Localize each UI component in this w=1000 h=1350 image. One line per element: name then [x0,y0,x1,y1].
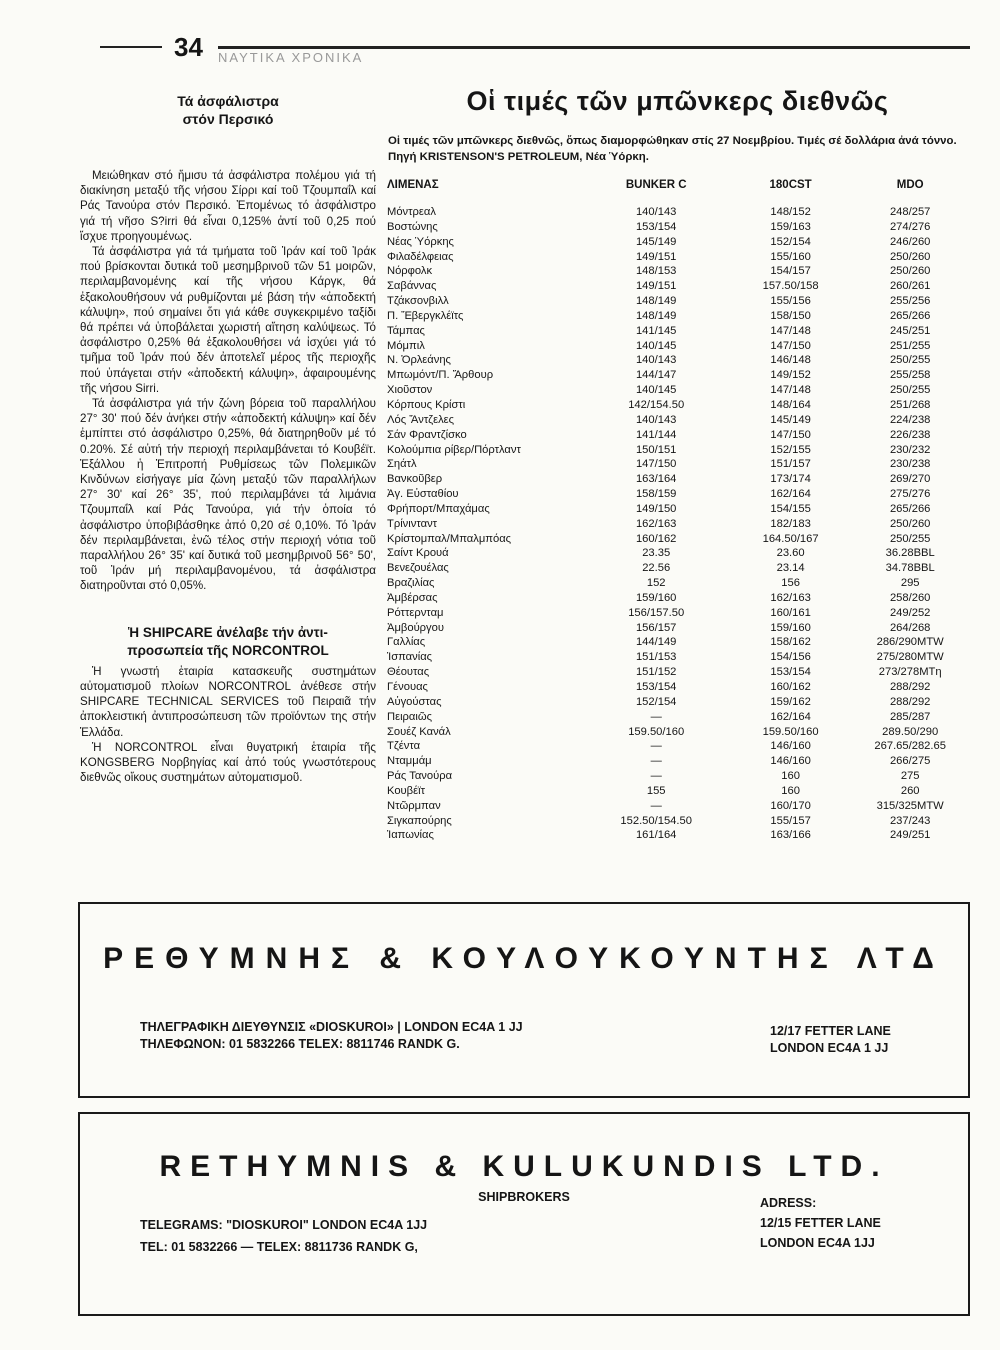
table-row [385,383,970,398]
port-cell: Νταμμάμ [387,755,432,768]
bunker-c-cell: 140/143 [635,354,677,367]
port-cell: Ρόττερνταμ [387,606,444,619]
mdo-cell: 260 [900,784,920,797]
port-cell: Ν. Ὀρλεάνης [387,354,451,367]
mdo-cell: 265/266 [889,309,931,322]
port-cell: Μόμπιλ [387,339,425,352]
bunker-c-cell: 155 [646,784,666,797]
mdo-cell: 274/276 [889,220,931,233]
bunker-c-cell: 153/154 [635,681,677,693]
port-cell: Γαλλίας [387,636,426,649]
mdo-cell: 260/261 [889,280,931,293]
mdo-cell: 275 [900,770,920,783]
port-cell: Λός Ἄντζελες [387,413,455,426]
bunker-c-cell: — [650,755,662,768]
prices-subtitle: Οἱ τιμές τῶν μπῶνκερς διεθνῶς, ὅπως διαμορφώθηκαν στίς 27 Νοεμβρίου. Τιμές σέ δολλάρια ἀνά τόννο. Πηγή KRISTENSON'S PETROLEUM, Νέα Ὑόρκη. [388,135,957,163]
cst180-cell: 149/152 [770,369,811,382]
bunker-c-cell: 149/151 [635,280,677,293]
bunker-c-cell: 151/152 [635,666,677,679]
table-row [385,546,970,561]
article1-title-line2: στόν Περσικό [182,111,274,127]
port-cell: Σαίντ Κρουά [387,547,449,560]
prices-table-body [385,205,970,843]
cst180-cell: 163/166 [770,829,811,842]
bunker-c-cell: 23.35 [642,547,671,560]
table-header-row [385,179,970,205]
mdo-cell: 249/251 [889,829,931,842]
table-row [385,279,970,294]
table-row [385,769,970,784]
table-row [385,650,970,665]
bunker-c-cell: 152 [646,577,666,590]
column-header-180cst: 180CST [769,179,812,191]
article2-paragraph: Ἡ NORCONTROL εἶναι θυγατρική ἑταιρία τῆς KONGSBERG Νορβηγίας καί ἀπό τούς γνωστότερους διεθνῶς οἴκους συστημάτων αὐτοματισμοῦ. [80,740,376,785]
bunker-c-cell: 153/154 [635,220,677,233]
cst180-cell: 154/156 [770,651,811,664]
table-row [385,591,970,606]
cst180-cell: 164.50/167 [762,532,819,545]
mdo-cell: 250/260 [889,265,931,278]
article2-paragraph: Ἡ γνωστή ἑταιρία κατασκευῆς συστημάτων αὐτοματισμοῦ πλοίων NORCONTROL ἀνέθεσε στήν SHIPCARE TECHNICAL SERVICES τοῦ Πειραιᾶ τήν ἀποκλειστική ἀντιπροσώπευση τῶν προϊόντων της στήν Ἑλλάδα. [80,664,376,739]
article1-paragraph: Τά ἀσφάλιστρα γιά τήν ζώνη βόρεια τοῦ παραλλήλου 27° 30' πού δέν ἀνήκει στήν «ἀποδεκτή κάλυψη» καί δέν ἐμπίπτει στό ἀσφάλιστρο 0,25%, θά διατηρηθοῦν μέ τό 0.20%. Σέ αὐτή τήν περιοχή περιλαμβάνεται τό Κουβέϊτ. Ἐξάλλου ἡ Ἐπιτροπή Ρυθμίσεως τῶν Πολεμικῶν Κινδύνων εἰσήγαγε μία ζώνη μεταξύ τῶν παραλλήλων 27° 30' καί 26° 35', πού περιλαμβάνει τά λιμάνια Τζουμπαΐλ καί Ράς Τανούρα, γιά τήν ὁποία τό ἀσφάλιστρο ὑποβιβάσθηκε ἀπό 0,20 σέ 0,10%. Τό Ἰράν δέν περιλαμβάνεται, ἐνῶ τέλος στήν περιοχή νότια τοῦ παραλλήλου 26° 35' καί δυτικά τοῦ μεσημβρινοῦ 56° 50', τοῦ Ἰράν μή περιλαμβανομένου, τά ἀσφάλιστρα διατηροῦνται στό 0,05%. [80,397,376,593]
cst180-cell: 162/163 [770,591,811,604]
bunker-c-cell: 141/145 [635,324,677,337]
ad1-address-line2: LONDON EC4A 1 JJ [770,1041,889,1055]
cst180-cell: 159/162 [770,695,811,708]
mdo-cell: 250/260 [889,250,931,263]
mdo-cell: 248/257 [889,206,931,218]
port-cell: Βενεζουέλας [387,562,449,575]
mdo-cell: 230/238 [889,458,931,471]
ad2-address-line2: LONDON EC4A 1JJ [760,1236,875,1250]
mdo-cell: 267.65/282.65 [874,740,946,753]
article1-paragraph: Τά ἀσφάλιστρα γιά τά τμήματα τοῦ Ἰράν καί τοῦ Ἰράκ πού βρίσκονται δυτικά τοῦ μεσημβρινοῦ τῶν 51 μοιρῶν, περιλαμβανομένης καί τῆς νήσου Κάργκ, θά ἐξακολουθήσουν νά ρυθμίζονται μέ βάση τήν «ἀποδεκτή κάλυψη», πού σημαίνει ὅτι γιά κάθε συγκεκριμένο ταξίδι θά πρέπει νά ὑποβάλεται χωριστή αἴτηση καλύψεως. Τό ἀσφάλιστρο 0,25% θά ἐξακολουθήσει νά ἰσχύει γιά τό τμῆμα τοῦ Ἰράν πού δέν ἀποτελεῖ μέρος τῆς περιοχῆς πού ὑπάγεται στήν «ἀποδεκτή κάλυψη», ἀφαιρουμένης τῆς νήσου Sirri. [80,245,376,395]
port-cell: Κουβέϊτ [387,784,425,797]
bunker-c-cell: 152/154 [635,695,677,708]
port-cell: Φιλαδέλφειας [387,250,454,263]
bunker-c-cell: 141/144 [635,428,677,441]
mdo-cell: 36.28BBL [885,547,935,560]
mdo-cell: 264/268 [889,621,931,634]
table-row [385,309,970,324]
mdo-cell: 258/260 [889,591,931,604]
port-cell: Βραζιλίας [387,577,435,590]
cst180-cell: 162/164 [770,488,811,501]
table-row [385,220,970,235]
cst180-cell: 148/152 [770,206,811,218]
ad2-tel-telex: TEL: 01 5832266 — TELEX: 8811736 RANDK G, [140,1240,418,1254]
article2-title-line1: Ἡ SHIPCARE ἀνέλαβε τήν ἀντι- [128,624,328,640]
mdo-cell: 288/292 [889,681,931,693]
mdo-cell: 237/243 [889,814,931,827]
bunker-c-cell: 159/160 [635,591,677,604]
port-cell: Τάμπας [387,324,425,337]
table-row [385,235,970,250]
left-column [80,92,376,785]
mdo-cell: 273/278MTη [878,666,942,679]
port-cell: Τζέντα [387,740,421,753]
table-row [385,339,970,354]
mdo-cell: 266/275 [889,755,931,768]
cst180-cell: 162/164 [770,710,811,723]
bunker-c-cell: 162/163 [635,517,677,530]
cst180-cell: 23.14 [776,562,805,575]
table-row [385,725,970,740]
cst180-cell: 160 [781,784,800,797]
publication-name: ΝΑΥΤΙΚΑ ΧΡΟΝΙΚΑ [218,50,364,65]
bunker-c-cell: 149/151 [635,250,677,263]
mdo-cell: 265/266 [889,502,931,515]
table-row [385,710,970,725]
cst180-cell: 159/163 [770,220,811,233]
advertisement-greek [78,902,970,1098]
cst180-cell: 159.50/160 [762,725,819,738]
bunker-c-cell: 145/149 [635,235,677,248]
port-cell: Ἰαπωνίας [387,829,434,842]
table-row [385,472,970,487]
bunker-c-cell: 140/145 [635,339,677,352]
mdo-cell: 249/252 [889,606,931,619]
port-cell: Σαβάννας [387,280,437,293]
port-cell: Σιγκαπούρης [387,814,452,827]
table-row [385,428,970,443]
mdo-cell: 246/260 [889,235,931,248]
table-row [385,398,970,413]
port-cell: Νέας Ὑόρκης [387,235,454,248]
mdo-cell: 226/238 [889,428,931,441]
cst180-cell: 152/155 [770,443,811,456]
port-cell: Βοστώνης [387,220,438,233]
bunker-prices-section [385,86,970,843]
article1-paragraph: Μειώθηκαν στό ἥμισυ τά ἀσφάλιστρα πολέμου γιά τή διακίνηση μεταξύ τῆς νήσου Σίρρι καί τοῦ Τζουμπαΐλ καί Ράς Τανούρα στόν Περσικό. Ἐπομένως τό ἀσφάλιστρο γιά τή νῆσο S?irri θά εἶναι 0,125% ἀντί τοῦ 0,25 πού ἴσχυε προηγουμένως. [80,169,376,243]
table-row [385,294,970,309]
bunker-c-cell: — [650,740,662,753]
ad1-telegraphic-address: ΤΗΛΕΓΡΑΦΙΚΗ ΔΙΕΥΘΥΝΣΙΣ «DIOSKUROI» | LONDON EC4A 1 JJ [140,1020,523,1034]
cst180-cell: 159/160 [770,621,811,634]
table-row [385,784,970,799]
bunker-c-cell: 142/154.50 [628,398,685,411]
port-cell: Φρήπορτ/Μπαχάμας [387,502,490,515]
ad2-adress-label: ADRESS: [760,1196,817,1210]
mdo-cell: 230/232 [889,443,931,456]
table-row [385,532,970,547]
cst180-cell: 146/160 [770,755,811,768]
table-row [385,635,970,650]
bunker-c-cell: — [650,799,662,812]
table-row [385,739,970,754]
table-row [385,250,970,265]
bunker-c-cell: 151/153 [635,651,677,664]
bunker-c-cell: 148/149 [635,309,677,322]
cst180-cell: 155/156 [770,295,811,308]
cst180-cell: 155/157 [770,814,811,827]
cst180-cell: 146/160 [770,740,811,753]
port-cell: Σουέζ Κανάλ [387,725,451,738]
table-row [385,606,970,621]
bunker-c-cell: 163/164 [635,473,677,486]
port-cell: Κόρπους Κρίστι [387,398,466,411]
page-header [100,32,970,68]
table-row [385,695,970,710]
table-row [385,324,970,339]
mdo-cell: 34.78BBL [885,562,935,575]
cst180-cell: 157.50/158 [762,280,819,293]
port-cell: Ἀμβούργου [387,621,444,634]
cst180-cell: 146/148 [770,354,811,367]
bunker-c-cell: 144/147 [635,369,677,382]
cst180-cell: 160/161 [770,606,811,619]
table-row [385,368,970,383]
port-cell: Ἀμβέρσας [387,591,438,604]
bunker-c-cell: 148/149 [635,295,677,308]
bunker-c-cell: 159.50/160 [628,725,685,738]
header-rule-right [218,46,970,49]
cst180-cell: 147/148 [770,324,811,337]
prices-title: Οἱ τιμές τῶν μπῶνκερς διεθνῶς [466,86,889,116]
port-cell: Μπωμόντ/Π. Ἄρθουρ [387,369,494,382]
cst180-cell: 158/162 [770,636,811,649]
port-cell: Μόντρεαλ [387,206,436,218]
table-row [385,814,970,829]
article1-title-line1: Τά ἀσφάλιστρα [177,93,279,109]
prices-table [385,179,970,843]
ad1-address-line1: 12/17 FETTER LANE [770,1024,891,1038]
port-cell: Κολούμπια ρίβερ/Πόρτλαντ [387,443,521,456]
table-row [385,443,970,458]
mdo-cell: 275/276 [889,488,931,501]
bunker-c-cell: 150/151 [635,443,677,456]
port-cell: Χιοῦστον [387,384,433,397]
cst180-cell: 173/174 [770,473,811,486]
port-cell: Πειραιῶς [387,710,432,723]
cst180-cell: 182/183 [770,517,811,530]
column-header-bunker-c: BUNKER C [625,179,687,191]
table-row [385,205,970,220]
table-row [385,264,970,279]
table-row [385,561,970,576]
cst180-cell: 158/150 [770,309,811,322]
bunker-c-cell: 140/143 [635,413,677,426]
table-row [385,457,970,472]
port-cell: Τζάκσονβιλλ [387,295,449,308]
ad2-telegrams: TELEGRAMS: "DIOSKUROI" LONDON EC4A 1JJ [140,1218,428,1232]
cst180-cell: 23.60 [776,547,805,560]
bunker-c-cell: 147/150 [635,458,677,471]
column-header-mdo: MDO [896,179,924,191]
cst180-cell: 151/157 [770,458,811,471]
cst180-cell: 147/150 [770,339,811,352]
mdo-cell: 289.50/290 [882,725,939,738]
article2-title [80,624,376,660]
bunker-c-cell: — [650,770,662,783]
table-row [385,413,970,428]
cst180-cell: 156 [781,577,800,590]
table-row [385,665,970,680]
cst180-cell: 148/164 [770,398,811,411]
mdo-cell: 295 [900,577,920,590]
table-row [385,502,970,517]
port-cell: Σηάτλ [387,458,417,471]
column-header-port: ΛΙΜΕΝΑΣ [387,179,439,191]
header-rule-left [100,46,162,48]
port-cell: Ἁγ. Εὐσταθίου [387,488,459,501]
mdo-cell: 255/258 [889,369,931,382]
port-cell: Π. Ἔβεργκλέϊτς [387,309,464,322]
table-row [385,353,970,368]
mdo-cell: 285/287 [889,710,931,723]
mdo-cell: 315/325MTW [876,799,944,812]
port-cell: Τρίνινταντ [387,517,438,530]
port-cell: Ντῶρμπαν [387,799,441,812]
ad1-company-name: ΡΕΘΥΜΝΗΣ & ΚΟΥΛΟΥΚΟΥΝΤΗΣ ΛΤΔ [103,942,945,975]
port-cell: Αὐγούστας [387,695,442,708]
cst180-cell: 160/170 [770,799,811,812]
cst180-cell: 155/160 [770,250,811,263]
bunker-c-cell: 160/162 [635,532,677,545]
bunker-c-cell: 161/164 [635,829,677,842]
bunker-c-cell: 156/157.50 [628,606,685,619]
port-cell: Γένουας [387,681,428,693]
port-cell: Κρίστομπαλ/Μπαλμπόας [387,532,512,545]
cst180-cell: 153/154 [770,666,811,679]
bunker-c-cell: 148/153 [635,265,677,278]
advertisement-english [78,1112,970,1316]
ad2-shipbrokers: SHIPBROKERS [478,1190,570,1204]
cst180-cell: 160 [781,770,800,783]
port-cell: Βανκοῦβερ [387,473,443,486]
bunker-c-cell: 152.50/154.50 [620,814,692,827]
bunker-c-cell: 22.56 [642,562,671,575]
mdo-cell: 245/251 [889,324,931,337]
port-cell: Ἱσπανίας [387,651,433,664]
mdo-cell: 275/280MTW [876,651,944,664]
table-row [385,517,970,532]
bunker-c-cell: 158/159 [635,488,677,501]
mdo-cell: 269/270 [889,473,931,486]
port-cell: Νόρφολκ [387,265,433,278]
mdo-cell: 286/290MTW [876,636,944,649]
table-row [385,828,970,843]
table-row [385,680,970,695]
cst180-cell: 154/155 [770,502,811,515]
mdo-cell: 224/238 [889,413,931,426]
cst180-cell: 147/148 [770,384,811,397]
mdo-cell: 250/255 [889,384,931,397]
bunker-c-cell: 149/150 [635,502,677,515]
table-row [385,487,970,502]
mdo-cell: 251/255 [889,339,931,352]
bunker-c-cell: 144/149 [635,636,677,649]
page-number: 34 [174,32,203,62]
table-row [385,576,970,591]
bunker-c-cell: — [650,710,662,723]
cst180-cell: 152/154 [770,235,811,248]
ad2-address-line1: 12/15 FETTER LANE [760,1216,881,1230]
bunker-c-cell: 156/157 [635,621,677,634]
ad1-phone-telex: ΤΗΛΕΦΩΝΟΝ: 01 5832266 TELEX: 8811746 RANDK G. [140,1037,460,1051]
cst180-cell: 147/150 [770,428,811,441]
mdo-cell: 255/256 [889,295,931,308]
port-cell: Θέουτας [387,666,430,679]
cst180-cell: 145/149 [770,413,811,426]
mdo-cell: 288/292 [889,695,931,708]
article2-title-line2: προσωπεία τῆς NORCONTROL [127,642,329,658]
mdo-cell: 251/268 [889,398,931,411]
article1-title [80,92,376,128]
port-cell: Σάν Φραντζίσκο [387,428,467,441]
cst180-cell: 160/162 [770,681,811,693]
port-cell: Ράς Τανούρα [387,770,453,783]
table-row [385,799,970,814]
ad2-company-name: RETHYMNIS & KULUKUNDIS LTD. [159,1150,889,1183]
table-row [385,754,970,769]
mdo-cell: 250/255 [889,354,931,367]
table-row [385,621,970,636]
mdo-cell: 250/255 [889,532,931,545]
cst180-cell: 154/157 [770,265,811,278]
bunker-c-cell: 140/143 [635,206,677,218]
bunker-c-cell: 140/145 [635,384,677,397]
mdo-cell: 250/260 [889,517,931,530]
